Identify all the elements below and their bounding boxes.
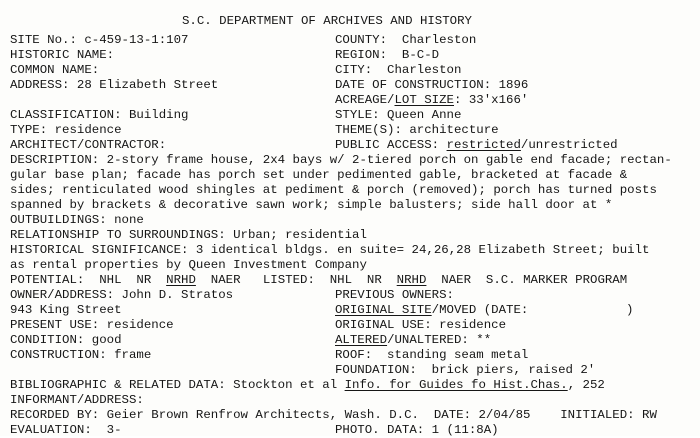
description-line: spanned by brackets & decorative sawn work; simple balusters; side hall door at * — [10, 198, 613, 212]
informant-address: INFORMANT/ADDRESS: — [10, 393, 144, 407]
description-line: gular base plan; facade has porch set under pedimented gable, bracketed at facade & — [10, 168, 628, 182]
historical-significance-line: as rental properties by Queen Investment Company — [10, 258, 367, 272]
potential-listed — [10, 273, 627, 288]
foundation: FOUNDATION: brick piers, raised 2' — [335, 363, 596, 377]
lot-size-label: LOT SIZE — [394, 93, 454, 107]
site-number: SITE No.: c-459-13-1:107 — [10, 33, 189, 47]
outbuildings: OUTBUILDINGS: none — [10, 213, 144, 227]
public-access-label: PUBLIC ACCESS: — [335, 138, 447, 152]
original-site-label: ORIGINAL SITE — [335, 303, 432, 317]
region: REGION: B-C-D — [335, 48, 440, 62]
altered-label: ALTERED — [335, 333, 388, 347]
themes: THEME(S): architecture — [335, 123, 499, 137]
public-access — [335, 138, 618, 153]
acreage-label: ACREAGE/ — [335, 93, 395, 107]
architect-contractor: ARCHITECT/CONTRACTOR: — [10, 138, 167, 152]
classification: CLASSIFICATION: Building — [10, 108, 189, 122]
historical-significance-line: HISTORICAL SIGNIFICANCE: 3 identical bldgs. en suite= 24,26,28 Elizabeth Street; built — [10, 243, 650, 257]
card-header: S.C. DEPARTMENT OF ARCHIVES AND HISTORY — [182, 14, 472, 28]
marker-program: NAER S.C. MARKER PROGRAM — [426, 273, 628, 287]
city: CITY: Charleston — [335, 63, 462, 77]
address: ADDRESS: 28 Elizabeth Street — [10, 78, 219, 92]
unrestricted-value: /unrestricted — [520, 138, 618, 152]
moved-date-close: ) — [626, 303, 634, 317]
potential-label: POTENTIAL: NHL NR — [10, 273, 167, 287]
type: TYPE: residence — [10, 123, 122, 137]
relationship-to-surroundings: RELATIONSHIP TO SURROUNDINGS: Urban; residential — [10, 228, 367, 242]
owner-address: OWNER/ADDRESS: John D. Stratos — [10, 288, 234, 302]
date-of-construction: DATE OF CONSTRUCTION: 1896 — [335, 78, 529, 92]
potential-nrhd: NRHD — [166, 273, 196, 287]
historic-name: HISTORIC NAME: — [10, 48, 115, 62]
present-use: PRESENT USE: residence — [10, 318, 174, 332]
recorded-by: RECORDED BY: Geier Brown Renfrow Architects, Wash. D.C. DATE: 2/04/85 INITIALED: RW — [10, 408, 657, 422]
description-line: sides; renticulated wood shingles at pediment & porch (removed); porch has turned posts — [10, 183, 657, 197]
acreage-value: : 33'x166' — [454, 93, 529, 107]
original-site-moved — [335, 303, 528, 318]
bibliography-label: BIBLIOGRAPHIC & RELATED DATA: Stockton et al — [10, 378, 345, 392]
construction: CONSTRUCTION: frame — [10, 348, 152, 362]
previous-owners: PREVIOUS OWNERS: — [335, 288, 454, 302]
original-use: ORIGINAL USE: residence — [335, 318, 507, 332]
condition: CONDITION: good — [10, 333, 122, 347]
acreage-lot-size — [335, 93, 528, 108]
style: STYLE: Queen Anne — [335, 108, 462, 122]
common-name: COMMON NAME: — [10, 63, 100, 77]
listed-label: NAER LISTED: NHL NR — [195, 273, 397, 287]
moved-date-label: /MOVED (DATE: — [431, 303, 529, 317]
bibliography-title: Info. for Guides fo Hist.Chas. — [344, 378, 568, 392]
listed-nrhd: NRHD — [396, 273, 427, 287]
bibliographic-data — [10, 378, 605, 393]
owner-street: 943 King Street — [10, 303, 122, 317]
unaltered-label: /UNALTERED: ** — [387, 333, 492, 347]
evaluation: EVALUATION: 3- — [10, 423, 122, 437]
bibliography-page: , 252 — [567, 378, 605, 392]
roof: ROOF: standing seam metal — [335, 348, 529, 362]
photo-data: PHOTO. DATA: 1 (11:8A) — [335, 423, 499, 437]
restricted-value: restricted — [446, 138, 521, 152]
description-line: DESCRIPTION: 2-story frame house, 2x4 bays w/ 2-tiered porch on gable end facade; rectan- — [10, 153, 672, 167]
altered-unaltered — [335, 333, 491, 348]
county: COUNTY: Charleston — [335, 33, 477, 47]
